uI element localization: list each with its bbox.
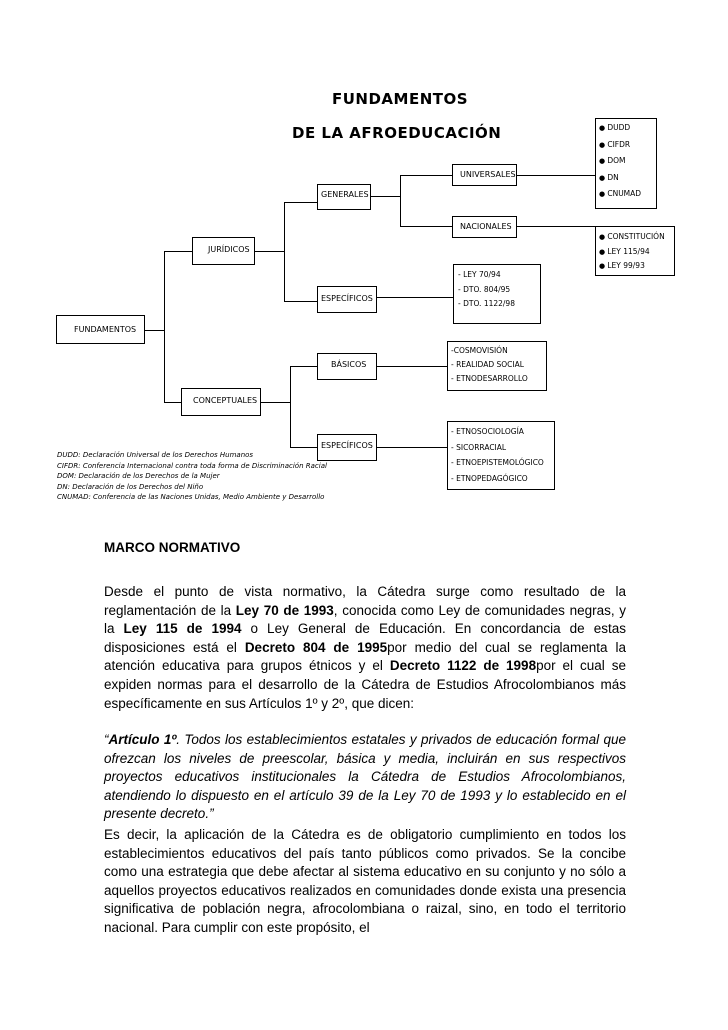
list-item bbox=[599, 186, 656, 203]
article-label: Artículo 1º bbox=[108, 732, 177, 747]
basicos-list-box bbox=[447, 341, 547, 391]
connector bbox=[284, 202, 317, 203]
list-item-label: - ETNOSOCIOLOGÍA bbox=[451, 427, 524, 436]
connector bbox=[164, 251, 192, 252]
list-item bbox=[458, 268, 540, 283]
list-item-label: - ETNOEPISTEMOLÓGICO bbox=[451, 458, 544, 467]
list-item bbox=[599, 245, 674, 260]
bullet-icon: ● bbox=[599, 157, 608, 165]
diagram-title-line1: FUNDAMENTOS bbox=[332, 90, 469, 108]
connector bbox=[290, 366, 291, 448]
node-conceptuales: CONCEPTUALES bbox=[181, 388, 261, 416]
bold-ref: Ley 70 de 1993 bbox=[235, 602, 334, 618]
list-item bbox=[599, 170, 656, 187]
especificos-list-box bbox=[453, 264, 541, 324]
connector bbox=[254, 251, 284, 252]
legend-item: DUDD: Declaración Universal de los Derechos Humanos bbox=[57, 451, 254, 459]
node-fundamentos: FUNDAMENTOS bbox=[56, 315, 145, 344]
paragraph-2-quote bbox=[104, 731, 626, 824]
list-item-label: LEY 115/94 bbox=[607, 246, 650, 256]
connector bbox=[517, 175, 595, 176]
list-item-label: -COSMOVISIÓN bbox=[451, 346, 508, 355]
list-item-label: LEY 99/93 bbox=[607, 261, 645, 270]
list-item bbox=[458, 297, 540, 312]
connector bbox=[284, 202, 285, 302]
bullet-icon: ● bbox=[599, 140, 608, 149]
list-item bbox=[599, 153, 656, 170]
list-item-label: CNUMAD bbox=[607, 189, 642, 198]
list-item-label: CIFDR bbox=[607, 139, 631, 149]
connector bbox=[400, 175, 452, 176]
paragraph-1 bbox=[104, 583, 626, 713]
connector bbox=[400, 175, 401, 227]
bold-ref: Decreto 804 de 1995 bbox=[244, 639, 388, 655]
bullet-icon: ● bbox=[599, 124, 608, 132]
node-universales: UNIVERSALES bbox=[452, 164, 517, 186]
node-especificos-conceptuales: ESPECÍFICOS bbox=[317, 434, 377, 461]
connector bbox=[377, 366, 447, 367]
list-item-label: - DTO. 1122/98 bbox=[458, 299, 515, 308]
text: o Ley General de Educación. En concordancia de estas disposiciones está el bbox=[104, 621, 626, 655]
connector bbox=[261, 402, 291, 403]
text: por medio del cual se reglamenta la atención educativa para grupos étnicos y el bbox=[104, 639, 626, 674]
list-item-label: - LEY 70/94 bbox=[458, 270, 501, 279]
list-item bbox=[599, 120, 656, 137]
legend-item: DN: Declaración de los Derechos del Niño bbox=[57, 482, 204, 491]
list-item bbox=[451, 344, 546, 358]
paragraph-3 bbox=[104, 826, 626, 938]
connector bbox=[144, 330, 165, 331]
section-heading: MARCO NORMATIVO bbox=[104, 540, 241, 555]
conceptuales-list-box bbox=[447, 421, 555, 490]
connector bbox=[284, 301, 317, 302]
list-item bbox=[451, 358, 546, 372]
legend-item: CIFDR: Conferencia Internacional contra toda forma de Discriminación Racial bbox=[57, 461, 327, 470]
text: , conocida como Ley de comunidades negras, y la bbox=[104, 602, 626, 637]
list-item-label: DN bbox=[607, 172, 619, 182]
text: . Todos los establecimientos estatales y privados de educación formal que ofrezcan los niveles de preescolar, básica y media, incluirán en sus respectivos proyectos educativos institucionales la Cátedra de Estudios Afrocolombianos, atendiendo lo dispuesto en el artículo 39 de la Ley 70 de 1993 y lo establecido en el presente decreto.” bbox=[104, 732, 626, 822]
legend-item: CNUMAD: Conferencia de las Naciones Unidas, Medio Ambiente y Desarrollo bbox=[57, 493, 325, 501]
text: “ bbox=[104, 732, 109, 747]
bullet-icon: ● bbox=[599, 247, 608, 256]
list-item bbox=[458, 283, 540, 298]
connector bbox=[377, 297, 453, 298]
list-item-label: CONSTITUCIÓN bbox=[607, 232, 665, 241]
nacionales-list-box bbox=[595, 226, 675, 276]
list-item-label: - REALIDAD SOCIAL bbox=[451, 360, 524, 369]
bold-ref: Decreto 1122 de 1998 bbox=[389, 658, 537, 674]
list-item-label: - ETNOPEDAGÓGICO bbox=[451, 473, 528, 483]
text: Desde el punto de vista normativo, la Cátedra surge como resultado de la reglamentación de la bbox=[104, 584, 626, 618]
node-generales: GENERALES bbox=[317, 184, 371, 210]
list-item bbox=[599, 259, 674, 274]
connector bbox=[400, 226, 452, 227]
list-item bbox=[451, 455, 554, 471]
list-item-label: - ETNODESARROLLO bbox=[451, 374, 528, 383]
text: Es decir, la aplicación de la Cátedra es de obligatorio cumplimiento en todos los establecimientos educativos del país tanto públicos como privados. Se la concibe como una estrategia que debe afectar al sistema educativo en su conjunto y no sólo a aquellos proyectos educativos realizados en comunidades donde exista una presencia significativa de población negra, afrocolombiana o raizal, sino, en todo el territorio nacional. Para cumplir con este propósito, el bbox=[104, 827, 626, 935]
list-item bbox=[451, 471, 554, 487]
node-nacionales: NACIONALES bbox=[452, 216, 517, 238]
node-basicos: BÁSICOS bbox=[317, 353, 377, 380]
bullet-icon: ● bbox=[599, 173, 608, 182]
list-item bbox=[599, 230, 674, 245]
legend-item: DOM: Declaración de los Derechos de la Mujer bbox=[57, 472, 220, 480]
bullet-icon: ● bbox=[599, 190, 608, 198]
node-especificos-juridicos: ESPECÍFICOS bbox=[317, 286, 377, 313]
diagram-title-line2: DE LA AFROEDUCACIÓN bbox=[292, 124, 502, 142]
connector bbox=[164, 251, 165, 403]
node-juridicos: JURÍDICOS bbox=[192, 237, 255, 265]
connector bbox=[290, 447, 317, 448]
text: por el cual se expiden normas para el desarrollo de la Cátedra de Estudios Afrocolombianos más específicamente en sus Artículos 1º y 2º, que dicen: bbox=[104, 658, 626, 711]
bold-ref: Ley 115 de 1994 bbox=[123, 621, 242, 637]
connector bbox=[517, 226, 595, 227]
connector bbox=[377, 447, 447, 448]
universales-list-box bbox=[595, 118, 657, 209]
list-item-label: - SICORRACIAL bbox=[451, 442, 507, 452]
list-item bbox=[451, 440, 554, 456]
connector bbox=[371, 196, 400, 197]
bullet-icon: ● bbox=[599, 262, 608, 270]
list-item-label: DUDD bbox=[607, 123, 631, 132]
list-item bbox=[599, 137, 656, 154]
list-item-label: - DTO. 804/95 bbox=[458, 284, 511, 294]
connector bbox=[164, 402, 181, 403]
list-item-label: DOM bbox=[607, 156, 626, 165]
list-item bbox=[451, 372, 546, 386]
diagram-legend bbox=[57, 450, 327, 503]
list-item bbox=[451, 424, 554, 440]
connector bbox=[290, 366, 317, 367]
bullet-icon: ● bbox=[599, 233, 608, 241]
